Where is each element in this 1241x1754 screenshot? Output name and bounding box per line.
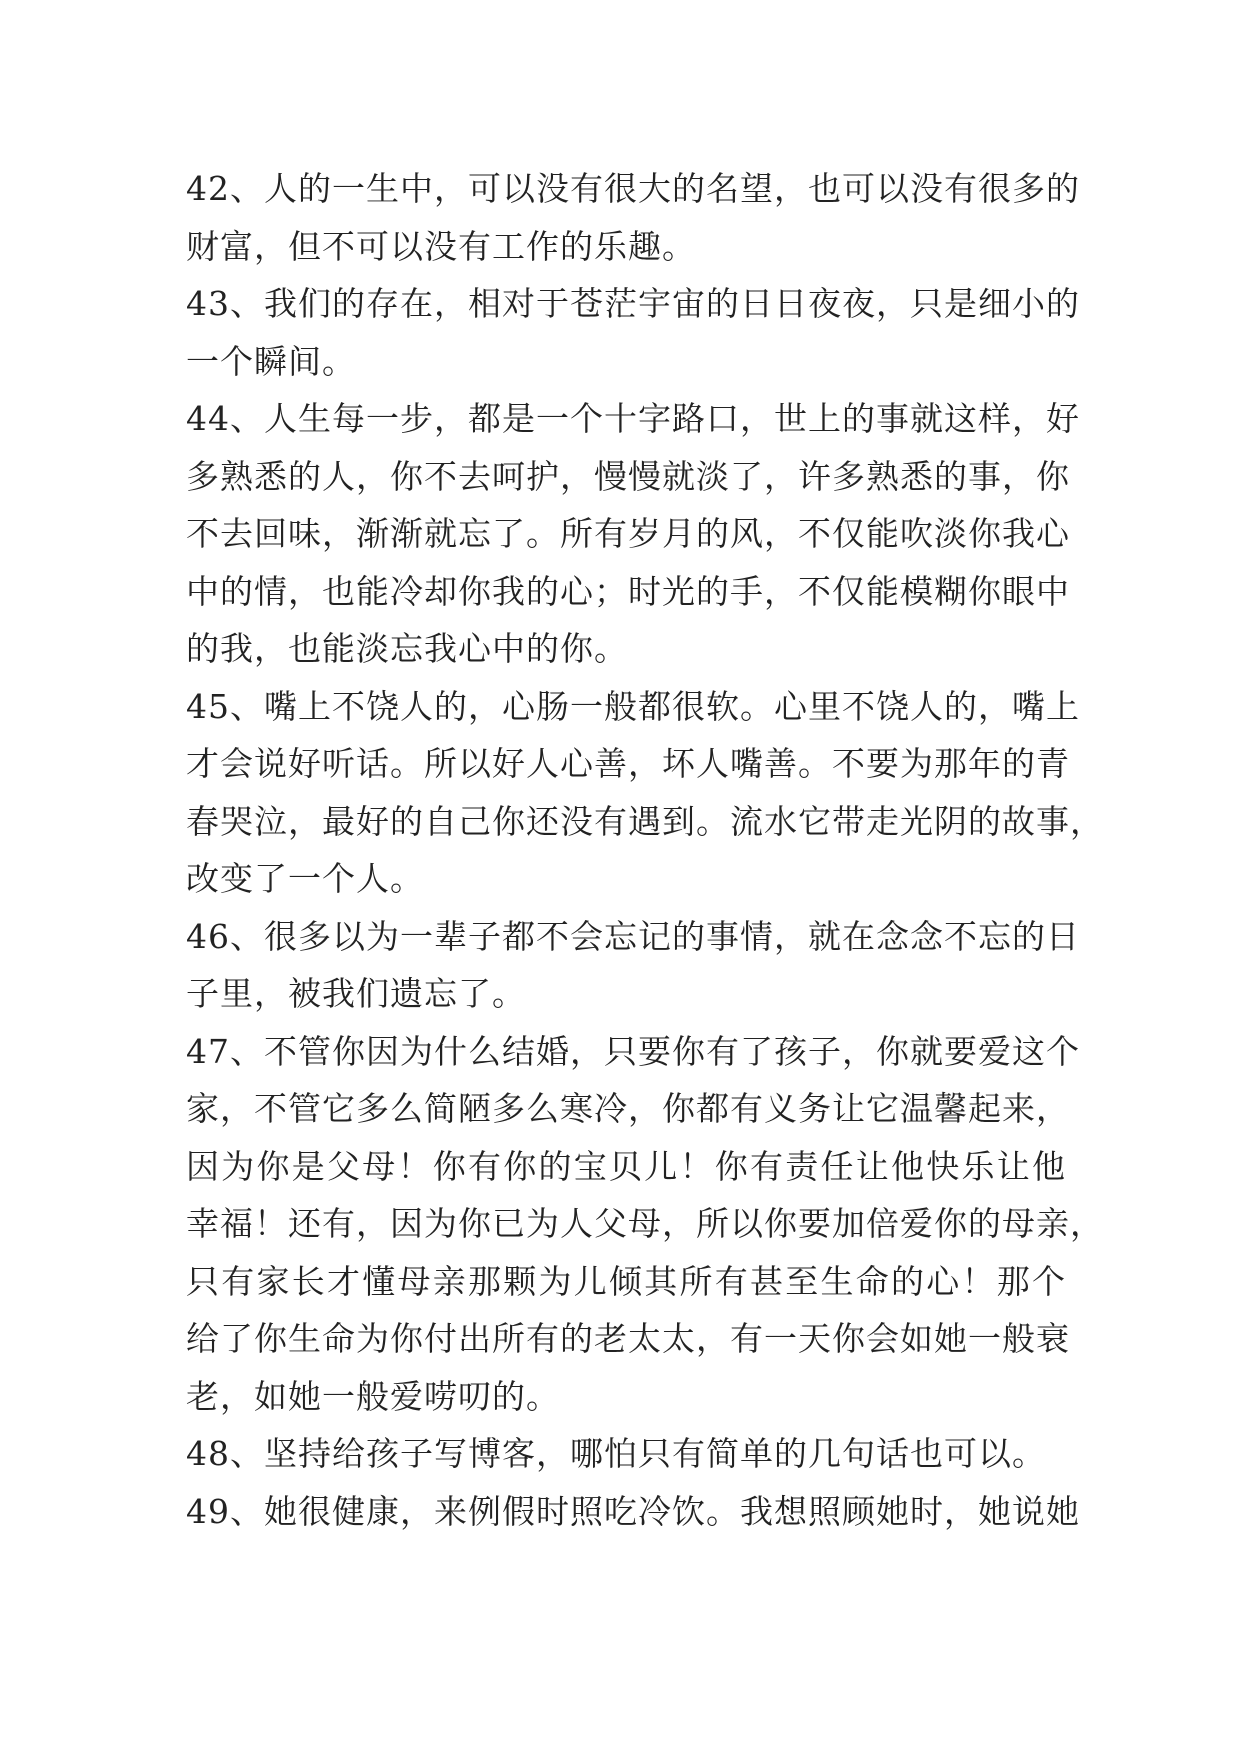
text-line: 老，如她一般爱唠叨的。: [186, 1376, 560, 1416]
text-line: 的我，也能淡忘我心中的你。: [186, 629, 628, 668]
document-body: [186, 160, 1104, 1540]
text-line: 财富，但不可以没有工作的乐趣。: [186, 226, 696, 266]
text-line: 中的情，也能冷却你我的心；时光的手，不仅能模糊你眼中: [186, 571, 1070, 611]
text-line: 多熟悉的人，你不去呵护，慢慢就淡了，许多熟悉的事，你: [186, 456, 1070, 496]
text-line: 因为你是父母！你有你的宝贝儿！你有责任让他快乐让他: [186, 1146, 1066, 1186]
text-line: 给了你生命为你付出所有的老太太，有一天你会如她一般衰: [186, 1319, 1070, 1358]
text-line: 改变了一个人。: [186, 859, 424, 898]
text-line: 47、不管你因为什么结婚，只要你有了孩子，你就要爱这个: [186, 1031, 1080, 1071]
text-line: 一个瞬间。: [186, 341, 356, 381]
text-line: 才会说好听话。所以好人心善，坏人嘴善。不要为那年的青: [186, 744, 1070, 783]
text-line: 43、我们的存在，相对于苍茫宇宙的日日夜夜，只是细小的: [186, 284, 1080, 323]
text-line: 49、她很健康，来例假时照吃冷饮。我想照顾她时，她说她: [186, 1491, 1080, 1531]
text-line: 幸福！还有，因为你已为人父母，所以你要加倍爱你的母亲，: [186, 1204, 1104, 1243]
text-line: 42、人的一生中，可以没有很大的名望，也可以没有很多的: [186, 169, 1080, 208]
text-line: 45、嘴上不饶人的，心肠一般都很软。心里不饶人的，嘴上: [186, 686, 1080, 726]
text-line: 不去回味，渐渐就忘了。所有岁月的风，不仅能吹淡你我心: [186, 514, 1070, 553]
text-line: 只有家长才懂母亲那颗为儿倾其所有甚至生命的心！那个: [186, 1261, 1066, 1301]
text-line: 44、人生每一步，都是一个十字路口，世上的事就这样，好: [186, 399, 1080, 438]
text-line: 子里，被我们遗忘了。: [186, 974, 526, 1013]
text-line: 48、坚持给孩子写博客，哪怕只有简单的几句话也可以。: [186, 1434, 1046, 1473]
text-line: 家，不管它多么简陋多么寒冷，你都有义务让它温馨起来，: [186, 1089, 1070, 1128]
text-line: 46、很多以为一辈子都不会忘记的事情，就在念念不忘的日: [186, 916, 1080, 956]
text-line: 春哭泣，最好的自己你还没有遇到。流水它带走光阴的故事，: [186, 801, 1104, 841]
